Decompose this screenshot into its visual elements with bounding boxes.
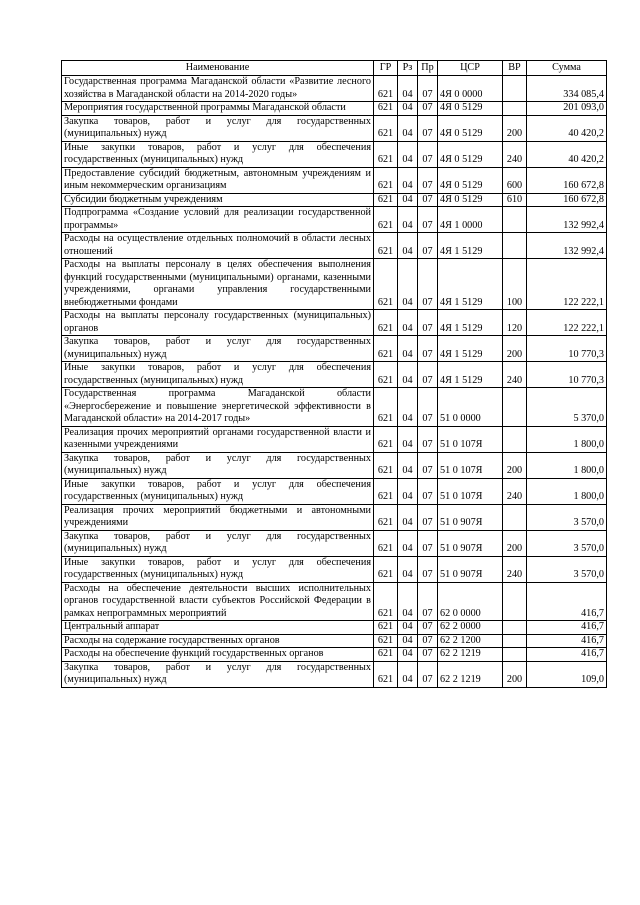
- cell-csr: 51 0 107Я: [438, 452, 503, 478]
- cell-rz: 04: [398, 426, 418, 452]
- cell-name: Расходы на обеспечение деятельности высших исполнительных органов государственной власти субъектов Российской Федерации в рамках непрограммных мероприятий: [62, 582, 374, 621]
- header-csr: ЦСР: [438, 61, 503, 76]
- cell-name: Иные закупки товаров, работ и услуг для обеспечения государственных (муниципальных) нужд: [62, 556, 374, 582]
- cell-vr: 120: [503, 310, 527, 336]
- cell-csr: 51 0 907Я: [438, 530, 503, 556]
- table-row: [62, 621, 607, 635]
- cell-csr: 62 2 1200: [438, 634, 503, 648]
- cell-name: Закупка товаров, работ и услуг для государственных (муниципальных) нужд: [62, 452, 374, 478]
- cell-rz: 04: [398, 76, 418, 102]
- cell-name: Расходы на выплаты персоналу в целях обеспечения выполнения функций государственными (муниципальными) органами, казенными учреждениями, органами управления государственными внебюджетными фондами: [62, 259, 374, 310]
- cell-sum: 10 770,3: [527, 336, 607, 362]
- cell-vr: 600: [503, 167, 527, 193]
- cell-rz: 04: [398, 530, 418, 556]
- table-row: [62, 102, 607, 116]
- cell-vr: [503, 207, 527, 233]
- header-rz: Рз: [398, 61, 418, 76]
- cell-gr: 621: [374, 582, 398, 621]
- cell-name: Центральный аппарат: [62, 621, 374, 635]
- cell-gr: 621: [374, 478, 398, 504]
- cell-name: Расходы на осуществление отдельных полномочий в области лесных отношений: [62, 233, 374, 259]
- cell-gr: 621: [374, 388, 398, 427]
- cell-vr: 240: [503, 141, 527, 167]
- cell-rz: 04: [398, 336, 418, 362]
- cell-gr: 621: [374, 556, 398, 582]
- cell-pr: 07: [418, 115, 438, 141]
- cell-sum: 334 085,4: [527, 76, 607, 102]
- cell-sum: 160 672,8: [527, 193, 607, 207]
- cell-pr: 07: [418, 582, 438, 621]
- table-row: [62, 207, 607, 233]
- cell-rz: 04: [398, 259, 418, 310]
- table-row: [62, 452, 607, 478]
- cell-sum: 10 770,3: [527, 362, 607, 388]
- cell-pr: 07: [418, 76, 438, 102]
- cell-csr: 4Я 0 5129: [438, 141, 503, 167]
- cell-rz: 04: [398, 634, 418, 648]
- cell-name: Закупка товаров, работ и услуг для государственных (муниципальных) нужд: [62, 115, 374, 141]
- cell-vr: [503, 648, 527, 662]
- cell-rz: 04: [398, 556, 418, 582]
- cell-csr: 4Я 0 5129: [438, 102, 503, 116]
- cell-csr: 4Я 1 5129: [438, 310, 503, 336]
- cell-gr: 621: [374, 233, 398, 259]
- cell-pr: 07: [418, 388, 438, 427]
- cell-gr: 621: [374, 621, 398, 635]
- cell-vr: 200: [503, 452, 527, 478]
- table-row: [62, 426, 607, 452]
- table-row: [62, 634, 607, 648]
- cell-sum: 122 222,1: [527, 310, 607, 336]
- cell-csr: 62 0 0000: [438, 582, 503, 621]
- cell-vr: 240: [503, 556, 527, 582]
- cell-pr: 07: [418, 621, 438, 635]
- cell-name: Мероприятия государственной программы Магаданской области: [62, 102, 374, 116]
- cell-rz: 04: [398, 504, 418, 530]
- cell-pr: 07: [418, 452, 438, 478]
- cell-name: Предоставление субсидий бюджетным, автономным учреждениям и иным некоммерческим организациям: [62, 167, 374, 193]
- cell-pr: 07: [418, 193, 438, 207]
- cell-sum: 40 420,2: [527, 115, 607, 141]
- table-header: [62, 61, 607, 76]
- cell-pr: 07: [418, 310, 438, 336]
- cell-rz: 04: [398, 452, 418, 478]
- budget-table: [61, 60, 607, 688]
- cell-name: Закупка товаров, работ и услуг для государственных (муниципальных) нужд: [62, 661, 374, 687]
- table-row: [62, 115, 607, 141]
- cell-csr: 62 2 0000: [438, 621, 503, 635]
- cell-gr: 621: [374, 193, 398, 207]
- cell-pr: 07: [418, 141, 438, 167]
- cell-csr: 4Я 1 5129: [438, 233, 503, 259]
- cell-gr: 621: [374, 426, 398, 452]
- cell-sum: 122 222,1: [527, 259, 607, 310]
- cell-vr: 610: [503, 193, 527, 207]
- cell-name: Расходы на обеспечение функций государственных органов: [62, 648, 374, 662]
- cell-name: Подпрограмма «Создание условий для реализации государственной программы»: [62, 207, 374, 233]
- table-row: [62, 167, 607, 193]
- cell-pr: 07: [418, 530, 438, 556]
- cell-vr: [503, 582, 527, 621]
- cell-pr: 07: [418, 556, 438, 582]
- cell-gr: 621: [374, 504, 398, 530]
- table-row: [62, 193, 607, 207]
- cell-pr: 07: [418, 362, 438, 388]
- cell-gr: 621: [374, 167, 398, 193]
- cell-name: Иные закупки товаров, работ и услуг для обеспечения государственных (муниципальных) нужд: [62, 362, 374, 388]
- cell-sum: 416,7: [527, 621, 607, 635]
- cell-csr: 4Я 0 5129: [438, 167, 503, 193]
- cell-pr: 07: [418, 661, 438, 687]
- cell-sum: 132 992,4: [527, 207, 607, 233]
- cell-csr: 4Я 0 0000: [438, 76, 503, 102]
- table-row: [62, 582, 607, 621]
- cell-name: Расходы на содержание государственных органов: [62, 634, 374, 648]
- cell-pr: 07: [418, 167, 438, 193]
- table-row: [62, 233, 607, 259]
- cell-name: Государственная программа Магаданской области «Энергосбережение и повышение энергетической эффективности в Магаданской области» на 2014-2017 годы»: [62, 388, 374, 427]
- table-row: [62, 362, 607, 388]
- cell-sum: 160 672,8: [527, 167, 607, 193]
- cell-csr: 62 2 1219: [438, 648, 503, 662]
- cell-sum: 3 570,0: [527, 504, 607, 530]
- cell-gr: 621: [374, 452, 398, 478]
- cell-vr: 100: [503, 259, 527, 310]
- cell-sum: 132 992,4: [527, 233, 607, 259]
- header-row: [62, 61, 607, 76]
- header-pr: Пр: [418, 61, 438, 76]
- cell-sum: 3 570,0: [527, 556, 607, 582]
- cell-rz: 04: [398, 648, 418, 662]
- cell-vr: [503, 233, 527, 259]
- cell-gr: 621: [374, 310, 398, 336]
- cell-rz: 04: [398, 207, 418, 233]
- cell-vr: 200: [503, 530, 527, 556]
- cell-sum: 1 800,0: [527, 452, 607, 478]
- cell-vr: [503, 504, 527, 530]
- cell-sum: 109,0: [527, 661, 607, 687]
- cell-csr: 51 0 0000: [438, 388, 503, 427]
- cell-rz: 04: [398, 167, 418, 193]
- cell-gr: 621: [374, 336, 398, 362]
- cell-csr: 4Я 0 5129: [438, 193, 503, 207]
- table-row: [62, 661, 607, 687]
- cell-sum: 416,7: [527, 582, 607, 621]
- cell-vr: [503, 388, 527, 427]
- header-vr: ВР: [503, 61, 527, 76]
- table-row: [62, 259, 607, 310]
- cell-rz: 04: [398, 478, 418, 504]
- cell-sum: 40 420,2: [527, 141, 607, 167]
- cell-gr: 621: [374, 76, 398, 102]
- cell-vr: 240: [503, 362, 527, 388]
- cell-pr: 07: [418, 648, 438, 662]
- table-row: [62, 556, 607, 582]
- cell-rz: 04: [398, 310, 418, 336]
- cell-gr: 621: [374, 102, 398, 116]
- table-row: [62, 141, 607, 167]
- cell-rz: 04: [398, 193, 418, 207]
- table-row: [62, 648, 607, 662]
- cell-vr: [503, 426, 527, 452]
- cell-rz: 04: [398, 621, 418, 635]
- table-row: [62, 388, 607, 427]
- cell-sum: 416,7: [527, 648, 607, 662]
- cell-sum: 416,7: [527, 634, 607, 648]
- cell-gr: 621: [374, 648, 398, 662]
- cell-pr: 07: [418, 233, 438, 259]
- cell-name: Расходы на выплаты персоналу государственных (муниципальных) органов: [62, 310, 374, 336]
- header-name: Наименование: [62, 61, 374, 76]
- cell-csr: 62 2 1219: [438, 661, 503, 687]
- cell-gr: 621: [374, 661, 398, 687]
- cell-rz: 04: [398, 233, 418, 259]
- cell-vr: [503, 634, 527, 648]
- header-gr: ГР: [374, 61, 398, 76]
- cell-vr: 200: [503, 336, 527, 362]
- table-row: [62, 336, 607, 362]
- cell-rz: 04: [398, 661, 418, 687]
- table-row: [62, 504, 607, 530]
- cell-sum: 3 570,0: [527, 530, 607, 556]
- cell-name: Государственная программа Магаданской области «Развитие лесного хозяйства в Магаданской области на 2014-2020 годы»: [62, 76, 374, 102]
- cell-gr: 621: [374, 207, 398, 233]
- table-row: [62, 478, 607, 504]
- cell-sum: 1 800,0: [527, 478, 607, 504]
- cell-rz: 04: [398, 141, 418, 167]
- cell-name: Иные закупки товаров, работ и услуг для обеспечения государственных (муниципальных) нужд: [62, 478, 374, 504]
- cell-gr: 621: [374, 362, 398, 388]
- cell-csr: 4Я 1 5129: [438, 259, 503, 310]
- cell-name: Иные закупки товаров, работ и услуг для обеспечения государственных (муниципальных) нужд: [62, 141, 374, 167]
- cell-sum: 5 370,0: [527, 388, 607, 427]
- cell-csr: 51 0 107Я: [438, 478, 503, 504]
- table-row: [62, 76, 607, 102]
- cell-csr: 4Я 1 5129: [438, 336, 503, 362]
- cell-rz: 04: [398, 115, 418, 141]
- cell-pr: 07: [418, 478, 438, 504]
- cell-rz: 04: [398, 582, 418, 621]
- cell-vr: 200: [503, 115, 527, 141]
- cell-rz: 04: [398, 388, 418, 427]
- cell-csr: 4Я 1 5129: [438, 362, 503, 388]
- cell-csr: 51 0 907Я: [438, 556, 503, 582]
- cell-name: Закупка товаров, работ и услуг для государственных (муниципальных) нужд: [62, 530, 374, 556]
- header-sum: Сумма: [527, 61, 607, 76]
- cell-gr: 621: [374, 530, 398, 556]
- cell-sum: 1 800,0: [527, 426, 607, 452]
- cell-gr: 621: [374, 141, 398, 167]
- cell-vr: [503, 621, 527, 635]
- cell-csr: 51 0 907Я: [438, 504, 503, 530]
- cell-csr: 51 0 107Я: [438, 426, 503, 452]
- cell-pr: 07: [418, 634, 438, 648]
- cell-vr: 200: [503, 661, 527, 687]
- cell-name: Закупка товаров, работ и услуг для государственных (муниципальных) нужд: [62, 336, 374, 362]
- cell-pr: 07: [418, 336, 438, 362]
- cell-vr: [503, 102, 527, 116]
- cell-pr: 07: [418, 504, 438, 530]
- cell-sum: 201 093,0: [527, 102, 607, 116]
- table-body: [62, 76, 607, 688]
- cell-name: Реализация прочих мероприятий органами государственной власти и казенными учреждениями: [62, 426, 374, 452]
- cell-pr: 07: [418, 102, 438, 116]
- cell-vr: [503, 76, 527, 102]
- cell-pr: 07: [418, 426, 438, 452]
- cell-name: Субсидии бюджетным учреждениям: [62, 193, 374, 207]
- cell-gr: 621: [374, 115, 398, 141]
- cell-name: Реализация прочих мероприятий бюджетными и автономными учреждениями: [62, 504, 374, 530]
- cell-gr: 621: [374, 634, 398, 648]
- cell-rz: 04: [398, 102, 418, 116]
- cell-gr: 621: [374, 259, 398, 310]
- table-row: [62, 530, 607, 556]
- cell-csr: 4Я 1 0000: [438, 207, 503, 233]
- cell-pr: 07: [418, 259, 438, 310]
- table-row: [62, 310, 607, 336]
- cell-vr: 240: [503, 478, 527, 504]
- cell-pr: 07: [418, 207, 438, 233]
- cell-csr: 4Я 0 5129: [438, 115, 503, 141]
- cell-rz: 04: [398, 362, 418, 388]
